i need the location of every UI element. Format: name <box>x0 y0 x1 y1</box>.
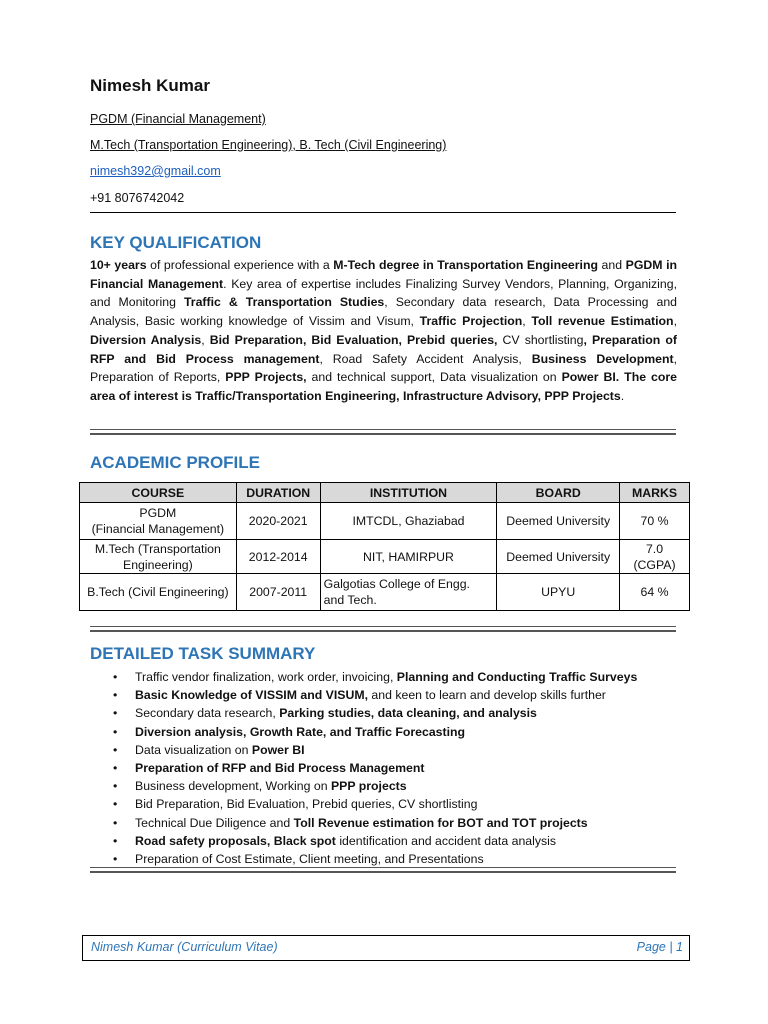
bullet-icon: • <box>113 724 118 739</box>
candidate-name: Nimesh Kumar <box>90 76 210 95</box>
list-item <box>108 704 688 722</box>
board-cell: Deemed University <box>497 503 620 540</box>
bullet-icon: • <box>113 815 118 830</box>
column-header-duration: DURATION <box>236 483 320 503</box>
marks-cell: 70 % <box>620 503 690 540</box>
qualification-text-segment: . <box>620 388 625 403</box>
task-text: Traffic vendor finalization, work order, invoicing, <box>135 670 397 684</box>
marks-cell: 64 % <box>620 574 690 611</box>
bullet-icon: • <box>113 670 118 684</box>
duration-cell: 2020-2021 <box>236 503 320 540</box>
institution-cell: Galgotias College of Engg. and Tech. <box>320 574 497 611</box>
degree-pgdm: PGDM (Financial Management) <box>90 112 266 126</box>
task-text: Preparation of Cost Estimate, Client meeting, and Presentations <box>135 851 484 866</box>
qualification-text-segment: Traffic Projection <box>419 314 523 329</box>
footer-title: Nimesh Kumar (Curriculum Vitae) <box>91 940 278 954</box>
qualification-text-segment: Traffic & Transportation Studies <box>183 295 385 310</box>
bullet-icon: • <box>113 797 118 812</box>
qualification-text-segment: , Preparation of RFP and Bid Process management <box>90 332 677 366</box>
section-divider <box>90 429 676 435</box>
course-cell: M.Tech (Transportation Engineering) <box>80 540 237 574</box>
list-item <box>108 723 688 741</box>
qualification-text-segment: Toll revenue Estimation <box>531 314 674 329</box>
qualification-text-segment: and technical support, Data visualization on <box>306 370 562 385</box>
bullet-icon: • <box>113 742 118 757</box>
email-link[interactable]: nimesh392@gmail.com <box>90 164 221 178</box>
qualification-text-segment: . Key area of expertise includes Finalizing Survey Vendors, Planning, Organizing, and Monitoring <box>90 276 677 310</box>
task-text: Planning and Conducting Traffic Surveys <box>396 670 638 684</box>
qualification-text-segment: Business Development <box>531 351 674 366</box>
qualification-text-segment: 10+ years <box>90 258 147 272</box>
board-cell: Deemed University <box>497 540 620 574</box>
task-text: Business development, Working on <box>135 779 331 794</box>
list-item <box>108 795 688 813</box>
qualification-text-segment: M-Tech degree in Transportation Engineering <box>333 258 598 272</box>
section-divider <box>90 867 676 873</box>
qualification-text-segment: and <box>598 258 626 272</box>
bullet-icon: • <box>113 833 118 848</box>
column-header-board: BOARD <box>497 483 620 503</box>
institution-cell: IMTCDL, Ghaziabad <box>320 503 497 540</box>
list-item <box>108 759 688 777</box>
qualification-text-segment: , <box>673 314 677 329</box>
qualification-text-segment: , <box>201 332 210 347</box>
list-item <box>108 686 688 704</box>
column-header-institution: INSTITUTION <box>320 483 497 503</box>
column-header-course: COURSE <box>80 483 237 503</box>
bullet-icon: • <box>113 688 118 703</box>
header-divider <box>90 212 676 213</box>
task-text: Preparation of RFP and Bid Process Management <box>135 760 425 775</box>
task-list <box>108 668 688 868</box>
bullet-icon: • <box>113 851 118 866</box>
task-text: Road safety proposals, Black spot <box>135 833 336 848</box>
table-row <box>80 540 690 574</box>
task-text: and keen to learn and develop skills further <box>368 688 606 703</box>
qualification-text-segment: PPP Projects, <box>225 370 307 385</box>
qualification-text-segment: PGDM in Financial Management <box>90 258 677 291</box>
qualification-text-segment: , Road Safety Accident Analysis, <box>319 351 532 366</box>
section-divider <box>90 626 676 632</box>
key-qualification-paragraph <box>90 256 677 406</box>
phone-number: +91 8076742042 <box>90 191 185 205</box>
task-text: Secondary data research, <box>135 706 280 721</box>
academic-profile-heading: ACADEMIC PROFILE <box>90 453 260 472</box>
qualification-text-segment: , <box>522 314 532 329</box>
qualification-text-segment: , Secondary data research, Data Processing and Analysis, Basic working knowledge of Vissim and Visum, <box>90 295 678 329</box>
task-text: Toll Revenue estimation for BOT and TOT projects <box>293 815 588 830</box>
qualification-text-segment: , Preparation of Reports, <box>90 351 678 385</box>
task-text: Bid Preparation, Bid Evaluation, Prebid queries, CV shortlisting <box>135 797 478 812</box>
list-item <box>108 850 688 868</box>
list-item <box>108 832 688 850</box>
page-number: Page | 1 <box>636 940 683 954</box>
qualification-text-segment: CV shortlisting <box>497 332 584 347</box>
task-summary-heading: DETAILED TASK SUMMARY <box>90 644 316 663</box>
page-footer <box>82 935 690 961</box>
bullet-icon: • <box>113 760 118 775</box>
task-text: Technical Due Diligence and <box>135 815 294 830</box>
column-header-marks: MARKS <box>620 483 690 503</box>
duration-cell: 2007-2011 <box>236 574 320 611</box>
list-item <box>108 777 688 795</box>
task-text: identification and accident data analysis <box>335 833 557 848</box>
academic-table <box>79 482 690 611</box>
qualification-text-segment: Diversion Analysis <box>90 332 202 347</box>
institution-cell: NIT, HAMIRPUR <box>320 540 497 574</box>
task-text: PPP projects <box>330 779 407 794</box>
qualification-text-segment: Bid Preparation, Bid Evaluation, Prebid queries, <box>209 332 498 347</box>
board-cell: UPYU <box>497 574 620 611</box>
list-item <box>108 814 688 832</box>
marks-cell: 7.0 (CGPA) <box>620 540 690 574</box>
table-row <box>80 574 690 611</box>
table-header-row <box>80 483 690 503</box>
table-row <box>80 503 690 540</box>
qualification-text-segment: Power BI. The core area of interest is Traffic/Transportation Engineering, Infrastructure Advisory, PPP Projects <box>90 370 677 403</box>
course-cell: PGDM (Financial Management) <box>80 503 237 540</box>
task-text: Basic Knowledge of VISSIM and VISUM, <box>135 688 368 703</box>
key-qualification-heading: KEY QUALIFICATION <box>90 233 262 252</box>
qualification-text-segment: of professional experience with a <box>146 258 334 272</box>
bullet-icon: • <box>113 706 118 721</box>
course-cell: B.Tech (Civil Engineering) <box>80 574 237 611</box>
task-text: Diversion analysis, Growth Rate, and Traffic Forecasting <box>135 724 466 739</box>
task-text: Data visualization on <box>135 742 252 757</box>
task-text: Parking studies, data cleaning, and analysis <box>279 706 537 721</box>
bullet-icon: • <box>113 779 118 794</box>
list-item <box>108 741 688 759</box>
task-text: Power BI <box>251 742 305 757</box>
list-item <box>108 668 688 686</box>
duration-cell: 2012-2014 <box>236 540 320 574</box>
degree-mtech-btech: M.Tech (Transportation Engineering), B. Tech (Civil Engineering) <box>90 138 447 152</box>
